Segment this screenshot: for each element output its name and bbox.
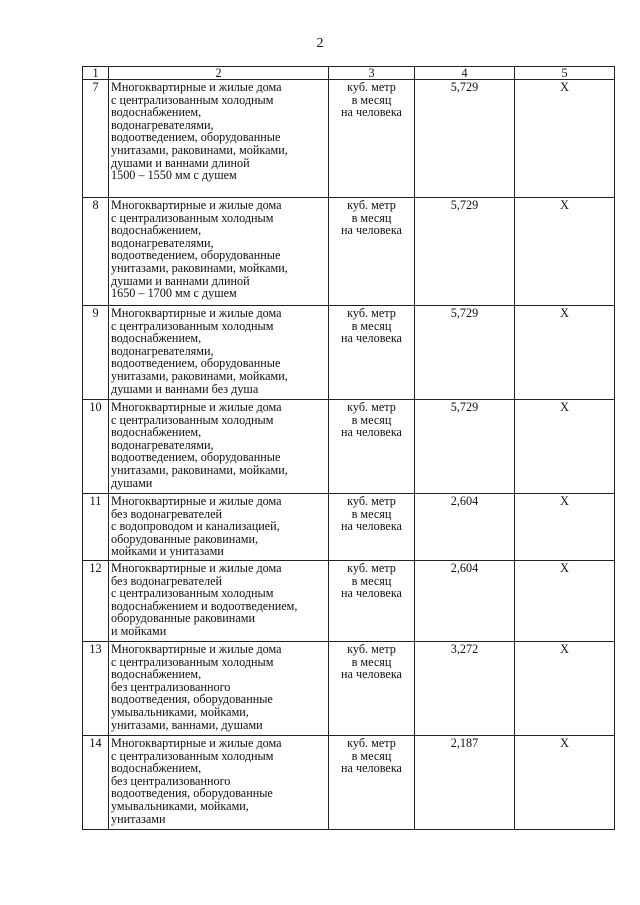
norm-value: 5,729 — [415, 198, 515, 306]
table-row — [83, 642, 615, 736]
row-number: 8 — [83, 198, 109, 306]
housing-type-description: Многоквартирные и жилые дома с централизованным холодным водоснабжением, без централизованного водоотведения, оборудованные умывальниками, мойками, унитазами — [109, 736, 329, 830]
unit-of-measure: куб. метр в месяц на человека — [329, 80, 415, 198]
table-row — [83, 400, 615, 494]
table-row — [83, 736, 615, 830]
norm-value: 5,729 — [415, 306, 515, 400]
column-header: 5 — [515, 67, 615, 80]
table-row — [83, 198, 615, 306]
column-5-mark: Х — [515, 306, 615, 400]
column-header: 1 — [83, 67, 109, 80]
norm-value: 3,272 — [415, 642, 515, 736]
unit-of-measure: куб. метр в месяц на человека — [329, 561, 415, 642]
housing-type-description: Многоквартирные и жилые дома с централизованным холодным водоснабжением, водонагревателями, водоотведением, оборудованные унитазами, раковинами, мойками, душами и ваннами длиной 1500 – 1550 мм с душем — [109, 80, 329, 198]
housing-type-description: Многоквартирные и жилые дома с централизованным холодным водоснабжением, без централизованного водоотведения, оборудованные умывальниками, мойками, унитазами, ваннами, душами — [109, 642, 329, 736]
table-row — [83, 561, 615, 642]
column-header: 3 — [329, 67, 415, 80]
column-5-mark: Х — [515, 561, 615, 642]
housing-type-description: Многоквартирные и жилые дома с централизованным холодным водоснабжением, водонагревателями, водоотведением, оборудованные унитазами, раковинами, мойками, душами и ваннами длиной 1650 – 1700 мм с душем — [109, 198, 329, 306]
row-number: 10 — [83, 400, 109, 494]
unit-of-measure: куб. метр в месяц на человека — [329, 736, 415, 830]
norm-value: 2,604 — [415, 494, 515, 561]
column-5-mark: Х — [515, 642, 615, 736]
unit-of-measure: куб. метр в месяц на человека — [329, 198, 415, 306]
table-row — [83, 494, 615, 561]
norm-value: 2,187 — [415, 736, 515, 830]
column-5-mark: Х — [515, 736, 615, 830]
row-number: 7 — [83, 80, 109, 198]
housing-type-description: Многоквартирные и жилые дома без водонагревателей с водопроводом и канализацией, оборудованные раковинами, мойками и унитазами — [109, 494, 329, 561]
page-number: 2 — [316, 36, 324, 51]
column-5-mark: Х — [515, 198, 615, 306]
norm-value: 2,604 — [415, 561, 515, 642]
column-5-mark: Х — [515, 400, 615, 494]
row-number: 13 — [83, 642, 109, 736]
column-header: 2 — [109, 67, 329, 80]
column-header: 4 — [415, 67, 515, 80]
column-5-mark: Х — [515, 80, 615, 198]
housing-type-description: Многоквартирные и жилые дома с централизованным холодным водоснабжением, водонагревателями, водоотведением, оборудованные унитазами, раковинами, мойками, душами — [109, 400, 329, 494]
table-row — [83, 80, 615, 198]
housing-type-description: Многоквартирные и жилые дома без водонагревателей с централизованным холодным водоснабжением и водоотведением, оборудованные раковинами и мойками — [109, 561, 329, 642]
row-number: 12 — [83, 561, 109, 642]
unit-of-measure: куб. метр в месяц на человека — [329, 642, 415, 736]
table-row — [83, 306, 615, 400]
table-header-row — [83, 67, 615, 80]
column-5-mark: Х — [515, 494, 615, 561]
housing-type-description: Многоквартирные и жилые дома с централизованным холодным водоснабжением, водонагревателями, водоотведением, оборудованные унитазами, раковинами, мойками, душами и ваннами без душа — [109, 306, 329, 400]
norm-value: 5,729 — [415, 80, 515, 198]
row-number: 14 — [83, 736, 109, 830]
unit-of-measure: куб. метр в месяц на человека — [329, 494, 415, 561]
norm-value: 5,729 — [415, 400, 515, 494]
unit-of-measure: куб. метр в месяц на человека — [329, 306, 415, 400]
row-number: 11 — [83, 494, 109, 561]
unit-of-measure: куб. метр в месяц на человека — [329, 400, 415, 494]
row-number: 9 — [83, 306, 109, 400]
consumption-norms-table — [82, 66, 615, 830]
